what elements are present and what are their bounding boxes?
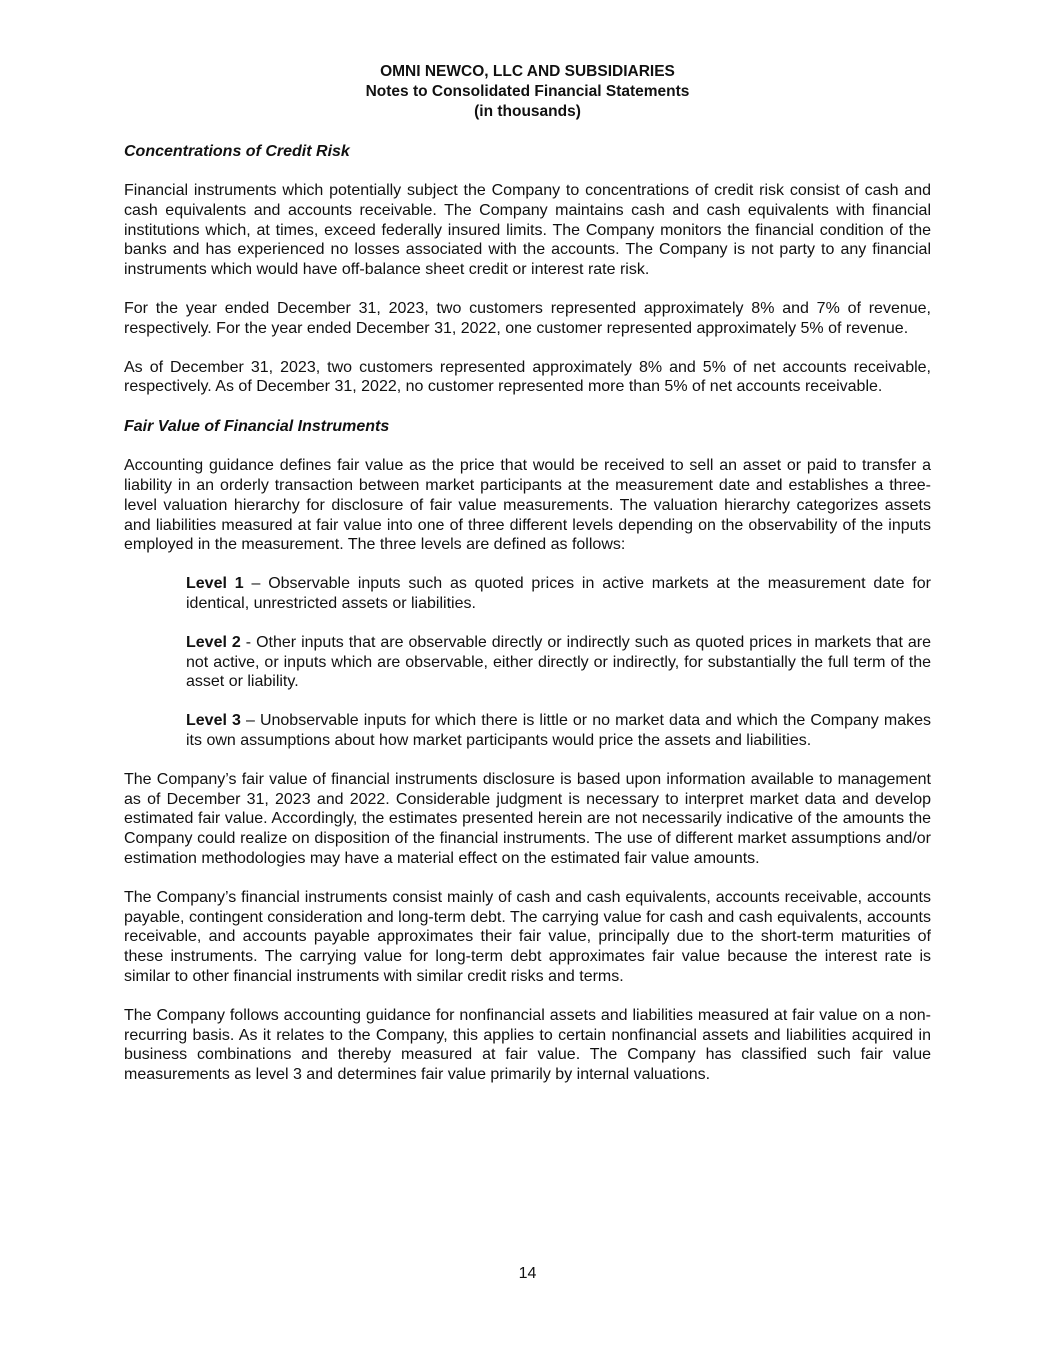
document-header	[124, 62, 931, 122]
level-separator: -	[240, 633, 257, 651]
page-number: 14	[518, 1265, 537, 1282]
units-note: (in thousands)	[474, 103, 581, 120]
level-text: Observable inputs such as quoted prices in active markets at the measurement date for identical, unrestricted assets or liabilities.	[186, 575, 932, 612]
paragraph: The Company’s fair value of financial instruments disclosure is based upon information available to management as of December 31, 2023 and 2022. Considerable judgment is necessary to interpret market data and develop estimated fair value. Accordingly, the estimates presented herein are not necessarily indicative of the amounts the Company could realize on disposition of the financial instruments. The use of different market assumptions and/or estimation methodologies may have a material effect on the estimated fair value amounts.	[124, 770, 931, 867]
section-fair-value	[124, 417, 931, 1085]
paragraph: For the year ended December 31, 2023, two customers represented approximately 8% and 7% of revenue, respectively. For the year ended December 31, 2022, one customer represented approximately 5% of revenue.	[124, 299, 931, 337]
level-text: Other inputs that are observable directly or indirectly such as quoted prices in markets that are not active, or inputs which are observable, either directly or indirectly, for substantially the full term of the asset or liability.	[186, 633, 931, 691]
level-3-definition	[186, 711, 931, 751]
level-text: Unobservable inputs for which there is little or no market data and which the Company makes its own assumptions about how market participants would price the assets and liabilities.	[186, 712, 931, 749]
paragraph: Financial instruments which potentially subject the Company to concentrations of credit risk consist of cash and cash equivalents and accounts receivable. The Company maintains cash and cash equivalents with financial institutions which, at times, exceed federally insured limits. The Company monitors the financial condition of the banks and has experienced no losses associated with the accounts. The Company is not party to any financial instruments which would have off-balance sheet credit or interest rate risk.	[124, 182, 931, 279]
paragraph: The Company’s financial instruments consist mainly of cash and cash equivalents, accounts receivable, accounts payable, contingent consideration and long-term debt. The carrying value for cash and cash equivalents, accounts receivable, and accounts payable approximates their fair value, principally due to the short-term maturities of these instruments. The carrying value for long-term debt approximates fair value because the interest rate is similar to other financial instruments with similar credit risks and terms.	[124, 888, 931, 985]
level-label: Level 1	[186, 575, 244, 593]
level-separator: –	[243, 575, 269, 593]
document-subtitle: Notes to Consolidated Financial Statements	[365, 83, 690, 100]
level-separator: –	[240, 712, 260, 730]
company-name: OMNI NEWCO, LLC AND SUBSIDIARIES	[380, 63, 675, 80]
section-title-fair-value: Fair Value of Financial Instruments	[124, 418, 390, 436]
paragraph: As of December 31, 2023, two customers represented approximately 8% and 5% of net accounts receivable, respectively. As of December 31, 2022, no customer represented more than 5% of net accounts receivable.	[124, 358, 931, 396]
section-credit-risk	[124, 142, 931, 397]
paragraph: The Company follows accounting guidance for nonfinancial assets and liabilities measured at fair value on a non-recurring basis. As it relates to the Company, this applies to certain nonfinancial assets and liabilities acquired in business combinations and thereby measured at fair value. The Company has classified such fair value measurements as level 3 and determines fair value primarily by internal valuations.	[124, 1006, 931, 1084]
level-1-definition	[186, 574, 931, 614]
document-page	[124, 62, 931, 1085]
level-label: Level 3	[186, 712, 241, 730]
paragraph-intro: Accounting guidance defines fair value as the price that would be received to sell an asset or paid to transfer a liability in an orderly transaction between market participants at the measurement date and establishes a three-level valuation hierarchy for disclosure of fair value measurements. The valuation hierarchy categorizes assets and liabilities measured at fair value into one of three different levels depending on the observability of the inputs employed in the measurement. The three levels are defined as follows:	[124, 457, 931, 554]
level-label: Level 2	[186, 633, 241, 651]
section-title-credit-risk: Concentrations of Credit Risk	[124, 143, 350, 160]
level-2-definition	[186, 633, 931, 692]
